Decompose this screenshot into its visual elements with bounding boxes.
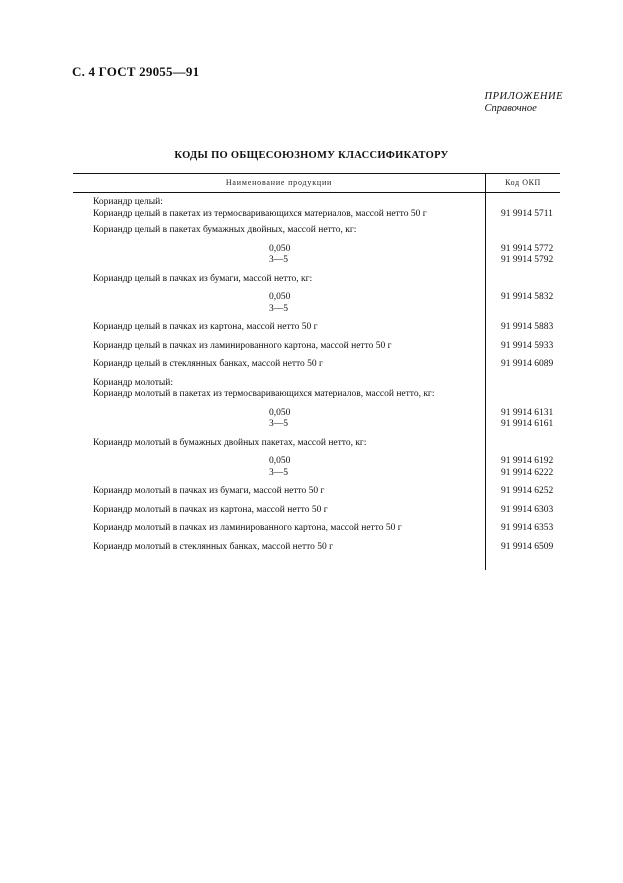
- product-name: Кориандр молотый в пачках из картона, массой нетто 50 г: [93, 504, 328, 515]
- classifier-table: [73, 173, 560, 553]
- product-name: Кориандр молотый в пакетах из термосваривающихся материалов, массой нетто, кг:: [93, 389, 435, 399]
- okp-code: 91 9914 6089: [501, 359, 554, 369]
- okp-code: 91 9914 5711: [501, 208, 553, 219]
- product-name: Кориандр молотый:: [93, 377, 173, 388]
- table-body: [73, 193, 560, 553]
- product-name: Кориандр молотый в пачках из бумаги, массой нетто 50 г: [93, 486, 325, 496]
- okp-code: 91 9914 5883: [501, 322, 554, 332]
- okp-code: [485, 438, 560, 450]
- product-name: Кориандр молотый в пачках из ламинированного картона, массой нетто 50 г: [93, 523, 402, 533]
- okp-code: 91 9914 6252: [501, 486, 554, 496]
- product-name: Кориандр целый в пакетах бумажных двойных, массой нетто, кг:: [93, 225, 357, 235]
- okp-code: [485, 197, 560, 209]
- appendix-title: ПРИЛОЖЕНИЕ: [484, 91, 563, 102]
- okp-code: 91 9914 5792: [501, 255, 554, 265]
- table-header: [73, 173, 560, 193]
- table-row: [73, 523, 560, 535]
- table-row: [73, 419, 560, 431]
- okp-code: [485, 225, 560, 237]
- table-row: [73, 468, 560, 480]
- product-mass: 0,050: [269, 456, 291, 466]
- okp-code: 91 9914 6509: [501, 541, 554, 552]
- appendix-subtitle: Справочное: [484, 103, 537, 114]
- product-mass: 3—5: [269, 467, 288, 478]
- table-row: [73, 244, 560, 256]
- product-name: Кориандр молотый в бумажных двойных пакетах, массой нетто, кг:: [93, 437, 367, 448]
- product-mass: 3—5: [269, 303, 288, 314]
- table-row: [73, 255, 560, 267]
- column-divider: [485, 193, 486, 570]
- okp-code: [485, 389, 560, 401]
- okp-code: 91 9914 6303: [501, 504, 554, 515]
- table-row: [73, 209, 560, 221]
- okp-code: [485, 304, 560, 316]
- product-name: Кориандр целый в пачках из бумаги, массой нетто, кг:: [93, 273, 313, 284]
- okp-code: 91 9914 5832: [501, 292, 554, 302]
- table-row: [73, 197, 560, 209]
- product-name: Кориандр целый в пакетах из термосваривающихся материалов, массой нетто 50 г: [93, 208, 427, 219]
- table-row: [73, 359, 560, 371]
- table-row: [73, 378, 560, 390]
- product-mass: 3—5: [269, 255, 288, 265]
- appendix-label: [485, 91, 564, 115]
- product-name: Кориандр целый:: [93, 197, 163, 207]
- table-row: [73, 341, 560, 353]
- okp-code: 91 9914 6222: [501, 467, 554, 478]
- table-row: [73, 505, 560, 517]
- okp-code: 91 9914 6131: [501, 407, 554, 418]
- product-name: Кориандр молотый в стеклянных банках, массой нетто 50 г: [93, 541, 334, 552]
- okp-code: 91 9914 6161: [501, 419, 554, 429]
- table-row: [73, 486, 560, 498]
- table-row: [73, 292, 560, 304]
- product-name: Кориандр целый в стеклянных банках, массой нетто 50 г: [93, 359, 323, 369]
- column-header-code: Код ОКП: [485, 174, 560, 192]
- table-row: [73, 389, 560, 401]
- table-row: [73, 456, 560, 468]
- okp-code: [485, 274, 560, 286]
- product-mass: 0,050: [269, 407, 291, 418]
- okp-code: 91 9914 6192: [501, 456, 554, 466]
- table-row: [73, 408, 560, 420]
- column-header-name: Наименование продукции: [225, 178, 333, 187]
- document-title: КОДЫ ПО ОБЩЕСОЮЗНОМУ КЛАССИФИКАТОРУ: [174, 150, 449, 161]
- product-name: Кориандр целый в пачках из ламинированного картона, массой нетто 50 г: [93, 340, 392, 351]
- product-mass: 3—5: [269, 419, 288, 429]
- page-header: С. 4 ГОСТ 29055—91: [72, 64, 200, 79]
- table-row: [73, 225, 560, 237]
- table-row: [73, 304, 560, 316]
- product-mass: 0,050: [269, 292, 291, 302]
- table-row: [73, 322, 560, 334]
- table-row: [73, 438, 560, 450]
- okp-code: [485, 378, 560, 390]
- product-name: Кориандр целый в пачках из картона, массой нетто 50 г: [93, 322, 318, 332]
- okp-code: 91 9914 5772: [501, 243, 554, 254]
- table-row: [73, 274, 560, 286]
- okp-code: 91 9914 5933: [501, 340, 554, 351]
- product-mass: 0,050: [269, 243, 291, 254]
- okp-code: 91 9914 6353: [501, 523, 554, 533]
- table-row: [73, 542, 560, 554]
